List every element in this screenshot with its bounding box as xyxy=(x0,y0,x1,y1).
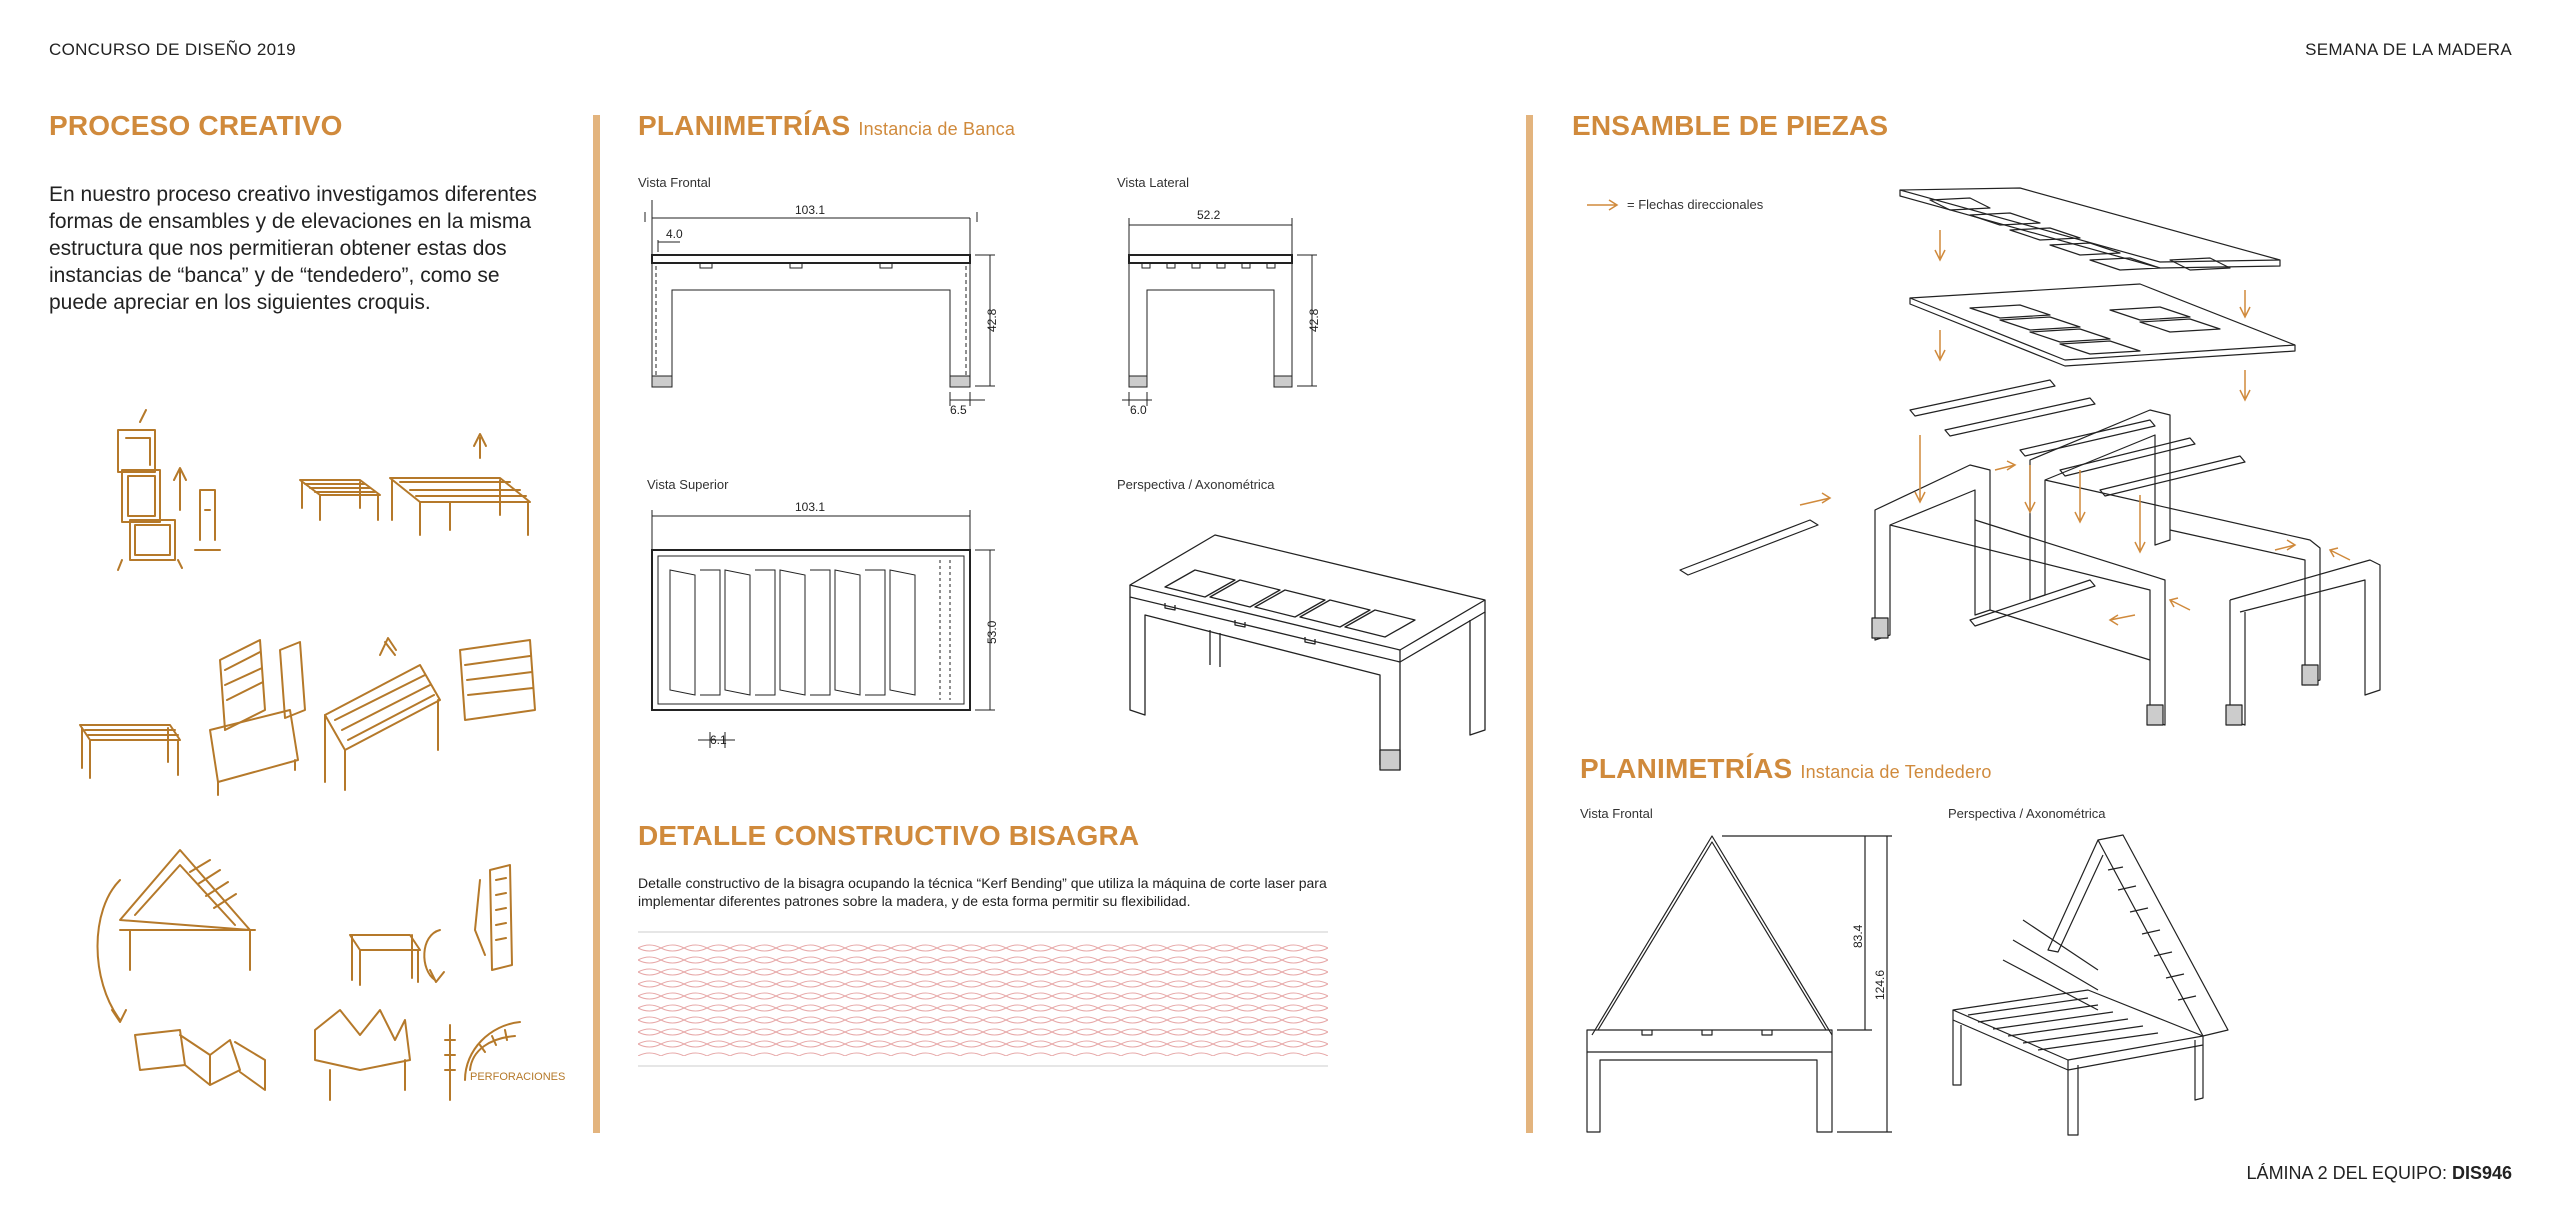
detalle-text: Detalle constructivo de la bisagra ocupando la técnica “Kerf Bending” que utiliza la máquina de corte laser para implementar diferentes patrones sobre la madera, y de esta forma permitir su flexibilidad. xyxy=(638,875,1327,909)
dim-superior-width: 103.1 xyxy=(795,500,826,514)
proceso-text: En nuestro proceso creativo investigamos diferentes formas de ensambles y de elevaciones en la misma estructura que nos permitieran obtener estas dos instancias de “banca” y de “tendedero”, como se puede apreciar en los siguientes croquis. xyxy=(49,183,537,314)
footer-team: DIS946 xyxy=(2451,1163,2512,1183)
dim-frontal-b: 6.5 xyxy=(950,403,967,417)
footer-prefix: LÁMINA 2 DEL EQUIPO: xyxy=(2246,1163,2452,1183)
sketch-benches xyxy=(300,434,530,535)
kerf-pattern-fill xyxy=(638,942,1328,1056)
drawing-superior-banca xyxy=(640,500,1020,760)
dim-frontal-width: 103.1 xyxy=(795,203,826,217)
column-divider-2 xyxy=(1526,115,1533,1133)
sketch-triangle xyxy=(98,850,521,1100)
arrow-icon xyxy=(1585,199,1621,211)
ensamble-title: ENSAMBLE DE PIEZAS xyxy=(1572,110,1889,141)
banca-title: PLANIMETRÍAS xyxy=(638,110,851,141)
banca-title-row xyxy=(638,110,1015,142)
kerf-pattern xyxy=(638,930,1328,1070)
drawing-frontal-tendedero xyxy=(1582,830,1912,1140)
header-right: SEMANA DE LA MADERA xyxy=(2305,40,2512,59)
dim-tendedero-h2: 124.6 xyxy=(1873,969,1887,1000)
drawing-frontal-banca xyxy=(640,200,1020,430)
footer xyxy=(2247,1163,2512,1184)
drawing-perspectiva-banca xyxy=(1125,505,1505,785)
column-divider-1 xyxy=(593,115,600,1133)
dim-superior-height: 53.0 xyxy=(985,620,999,644)
proceso-title: PROCESO CREATIVO xyxy=(49,110,343,141)
label-perspectiva-banca: Perspectiva / Axonométrica xyxy=(1117,477,1275,492)
dim-superior-a: 6.1 xyxy=(710,733,727,747)
label-vista-lateral: Vista Lateral xyxy=(1117,175,1190,190)
label-vista-superior: Vista Superior xyxy=(647,477,729,492)
legend-text: = Flechas direccionales xyxy=(1627,197,1764,212)
label-vista-frontal-tendedero: Vista Frontal xyxy=(1580,806,1653,821)
label-vista-frontal: Vista Frontal xyxy=(638,175,711,190)
sketches xyxy=(60,410,580,1130)
sketch-note: PERFORACIONES xyxy=(470,1071,566,1083)
header-left: CONCURSO DE DISEÑO 2019 xyxy=(49,40,296,59)
detalle-title: DETALLE CONSTRUCTIVO BISAGRA xyxy=(638,820,1140,851)
dim-lateral-height: 42.8 xyxy=(1307,308,1321,332)
sketch-tower xyxy=(118,410,220,570)
banca-subtitle: Instancia de Banca xyxy=(858,119,1016,139)
drawing-perspectiva-tendedero xyxy=(1948,830,2228,1140)
dim-tendedero-h1: 83.4 xyxy=(1851,924,1865,948)
tendedero-title-row xyxy=(1580,753,1992,785)
tendedero-subtitle: Instancia de Tendedero xyxy=(1800,762,1992,782)
dim-frontal-a: 4.0 xyxy=(666,227,683,241)
tendedero-title: PLANIMETRÍAS xyxy=(1580,753,1793,784)
label-perspectiva-tendedero: Perspectiva / Axonométrica xyxy=(1948,806,2106,821)
dim-lateral-width: 52.2 xyxy=(1197,208,1221,222)
drawing-lateral-banca xyxy=(1122,200,1352,430)
drawing-ensamble xyxy=(1670,180,2370,750)
dim-lateral-a: 6.0 xyxy=(1130,403,1147,417)
sketch-chairs xyxy=(80,638,535,795)
dim-frontal-height: 42.8 xyxy=(985,308,999,332)
